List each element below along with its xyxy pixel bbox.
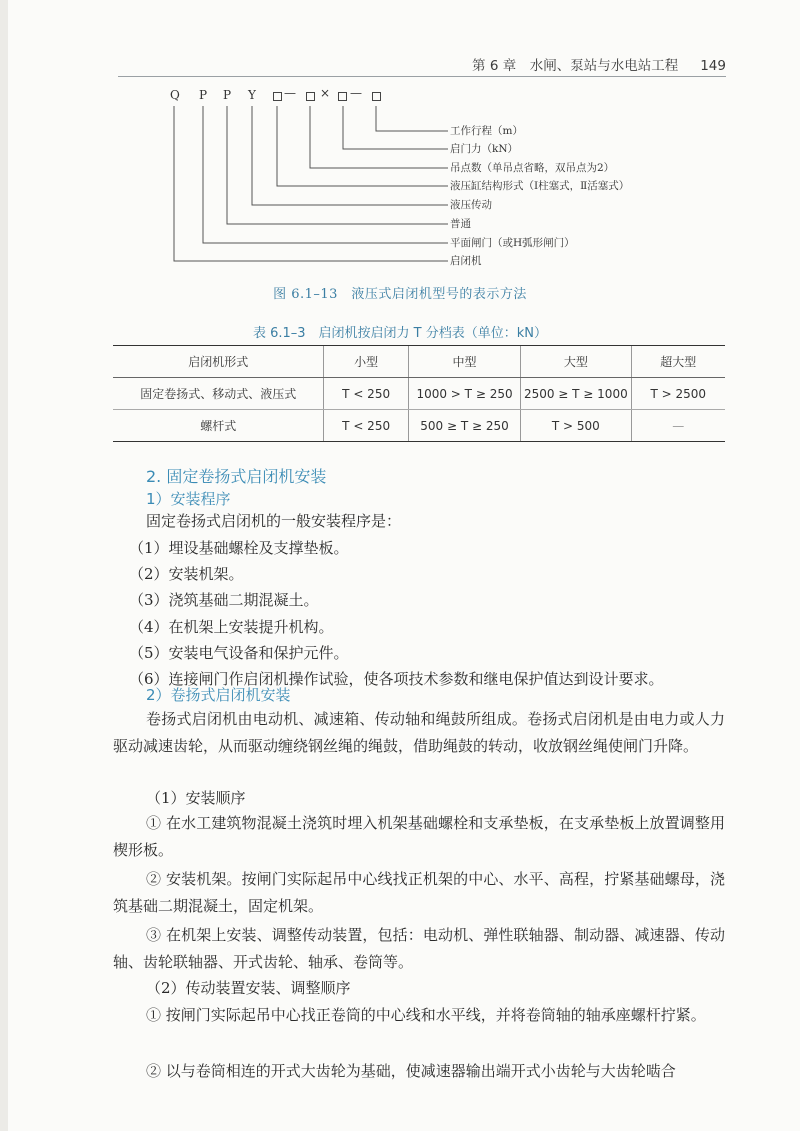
legend-cylinder-type: 液压缸结构形式（Ⅰ柱塞式，Ⅱ活塞式） (450, 180, 630, 192)
table-cell: T > 500 (521, 410, 631, 442)
subsection-heading-1: 1）安装程序 (146, 490, 231, 508)
code-letter-q: Q (170, 88, 180, 102)
install-step: （1）埋设基础螺栓及支撑垫板。 (129, 539, 349, 557)
install-step: （2）安装机架。 (129, 565, 244, 583)
chapter-title: 第 6 章 水闸、泵站与水电站工程 (472, 58, 679, 74)
install-step: （3）浇筑基础二期混凝土。 (129, 591, 319, 609)
code-letter-y: Y (248, 88, 256, 102)
table-cell: T < 250 (324, 378, 408, 410)
table-row (113, 378, 725, 410)
table-cell: 固定卷扬式、移动式、液压式 (113, 378, 324, 410)
table-cell: T > 2500 (631, 378, 725, 410)
legend-force: 启门力（kN） (450, 143, 519, 155)
order1-title: （1）安装顺序 (146, 789, 246, 807)
install-step: （4）在机架上安装提升机构。 (129, 618, 334, 636)
page-number: 149 (700, 58, 726, 74)
running-header (118, 50, 726, 80)
figure-caption: 图 6.1–13 液压式启闭机型号的表示方法 (273, 287, 527, 302)
table-cell: 2500 ≥ T ≥ 1000 (521, 378, 631, 410)
col-type: 启闭机形式 (113, 346, 324, 378)
table-cell: 螺杆式 (113, 410, 324, 442)
table-cell: 500 ≥ T ≥ 250 (408, 410, 520, 442)
hoist-force-table (113, 345, 725, 442)
legend-stroke: 工作行程（m） (450, 125, 523, 137)
legend-gate-type: 平面闸门（或H弧形闸门） (450, 237, 575, 249)
install-step: （5）安装电气设备和保护元件。 (129, 644, 349, 662)
model-code-diagram (160, 86, 630, 276)
order2-item: ① 按闸门实际起吊中心找正卷筒的中心线和水平线，并将卷筒轴的轴承座螺杆拧紧。 (146, 1006, 706, 1024)
order1-item: ① 在水工建筑物混凝土浇筑时埋入机架基础螺栓和支承垫板，在支承垫板上放置调整用楔形板。 (113, 814, 725, 859)
order1-item: ③ 在机架上安装、调整传动装置，包括：电动机、弹性联轴器、制动器、减速器、传动轴、齿轮联轴器、开式齿轮、轴承、卷筒等。 (113, 926, 725, 971)
table-row (113, 410, 725, 442)
header-rule (118, 76, 726, 77)
table-cell: — (631, 410, 725, 442)
col-medium: 中型 (408, 346, 520, 378)
table-cell: 1000 > T ≥ 250 (408, 378, 520, 410)
legend-ordinary: 普通 (450, 218, 471, 230)
header-text (472, 54, 726, 74)
code-sep-1: — (284, 86, 296, 100)
code-sep-2: × (320, 86, 331, 100)
legend-hoist: 启闭机 (450, 255, 482, 267)
col-large: 大型 (521, 346, 631, 378)
col-extra-large: 超大型 (631, 346, 725, 378)
table-caption: 表 6.1–3 启闭机按启闭力 T 分档表（单位：kN） (252, 326, 548, 341)
order1-item: ② 安装机架。按闸门实际起吊中心线找正机架的中心、水平、高程，拧紧基础螺母，浇筑基础二期混凝土，固定机架。 (113, 870, 725, 915)
install-intro: 固定卷扬式启闭机的一般安装程序是： (146, 512, 402, 530)
order2-title: （2）传动装置安装、调整顺序 (146, 979, 351, 997)
legend-hydraulic: 液压传动 (450, 199, 492, 211)
order2-item: ② 以与卷筒相连的开式大齿轮为基础，使减速器输出端开式小齿轮与大齿轮啮合 (146, 1062, 676, 1080)
winch-intro-paragraph: 卷扬式启闭机由电动机、减速箱、传动轴和绳鼓所组成。卷扬式启闭机是由电力或人力驱动减速齿轮，从而驱动缠绕钢丝绳的绳鼓，借助绳鼓的转动，收放钢丝绳使闸门升降。 (113, 710, 725, 755)
code-letter-p1: P (199, 88, 208, 102)
legend-lift-points: 吊点数（单吊点省略，双吊点为2） (450, 162, 615, 174)
code-letter-p2: P (223, 88, 232, 102)
table-header-row (113, 346, 725, 378)
install-step: （6）连接闸门作启闭机操作试验，使各项技术参数和继电保护值达到设计要求。 (129, 670, 664, 688)
table-cell: T < 250 (324, 410, 408, 442)
col-small: 小型 (324, 346, 408, 378)
page-edge (0, 0, 8, 1131)
subsection-heading-2: 2）卷扬式启闭机安装 (146, 686, 291, 704)
section-heading: 2. 固定卷扬式启闭机安装 (146, 467, 327, 486)
code-sep-3: — (350, 86, 362, 100)
